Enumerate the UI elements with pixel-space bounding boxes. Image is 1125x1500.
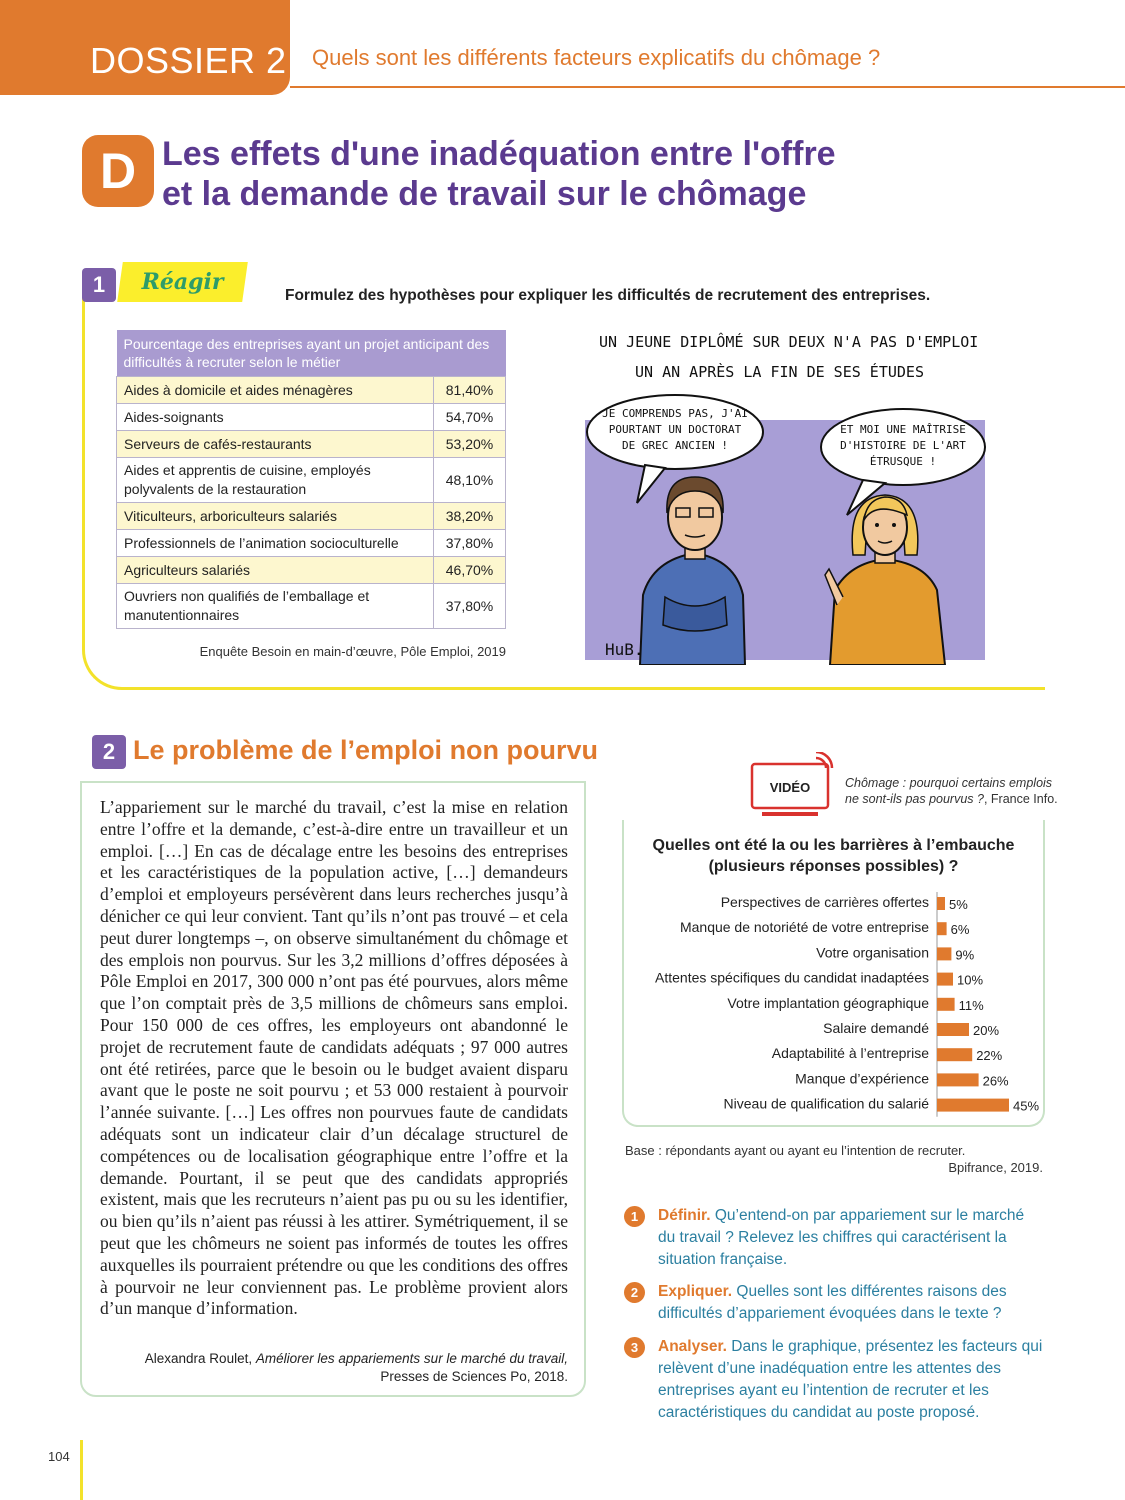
video-stand	[762, 812, 818, 816]
dossier-tab	[0, 0, 290, 95]
bar	[937, 973, 953, 986]
value-label: 9%	[955, 947, 975, 963]
chart-source: Bpifrance, 2019.	[948, 1160, 1043, 1175]
value-cell: 54,70%	[434, 404, 506, 431]
video-caption-line2: ne sont-ils pas pourvus ?	[845, 792, 984, 806]
video-caption-source: , France Info.	[983, 792, 1058, 806]
question-text: Qu’entend-on par appariement sur le marché du travail ? Relevez les chiffres qui caractérisent la situation française.	[658, 1207, 1025, 1268]
citation-author: Alexandra Roulet,	[144, 1351, 253, 1366]
bar	[937, 1048, 972, 1061]
question-keyword: Expliquer.	[658, 1283, 733, 1300]
bar	[937, 1099, 1009, 1112]
dossier-question: Quels sont les différents facteurs explicatifs du chômage ?	[312, 45, 881, 70]
table-row	[117, 557, 506, 584]
category-label: Salaire demandé	[823, 1020, 929, 1036]
cartoon-signature: HuB.	[605, 640, 644, 659]
table-source: Enquête Besoin en main-d’œuvre, Pôle Emploi, 2019	[199, 644, 506, 659]
question-number: 2	[624, 1282, 645, 1303]
page-margin-bar	[80, 1440, 83, 1500]
question-text: Quelles sont les différentes raisons des difficultés d’appariement évoquées dans le texte ?	[658, 1283, 1007, 1322]
question-number: 3	[624, 1337, 645, 1358]
doc2-number-badge: 2	[92, 735, 126, 769]
cartoon-caption-line1: UN JEUNE DIPLÔMÉ SUR DEUX N'A PAS D'EMPLOI	[599, 333, 979, 351]
category-label: Votre implantation géographique	[727, 994, 929, 1011]
value-cell: 37,80%	[434, 530, 506, 557]
cartoon-illustration	[585, 325, 1045, 665]
value-cell: 37,80%	[434, 584, 506, 629]
table-row	[117, 530, 506, 557]
question-2	[624, 1281, 1044, 1325]
table-row	[117, 404, 506, 431]
question-3	[624, 1336, 1044, 1424]
reagir-label: Réagir	[141, 269, 224, 295]
value-label: 11%	[958, 997, 984, 1013]
category-label: Perspectives de carrières offertes	[720, 894, 929, 910]
table-row	[117, 377, 506, 404]
citation-work: Améliorer les appariements sur le marché du travail,	[255, 1351, 568, 1366]
dossier-label: DOSSIER 2	[90, 40, 287, 81]
job-cell: Viticulteurs, arboriculteurs salariés	[117, 503, 434, 530]
bubble-left-line3: DE GREC ANCIEN !	[622, 439, 728, 452]
table-row	[117, 458, 506, 503]
category-label: Attentes spécifiques du candidat inadaptées	[655, 969, 929, 986]
doc2-title: Le problème de l’emploi non pourvu	[133, 735, 599, 765]
video-caption-line1: Chômage : pourquoi certains emplois	[845, 776, 1053, 790]
chart-title	[622, 835, 1045, 877]
video-caption[interactable]	[845, 775, 1058, 807]
chart-title-line2: (plusieurs réponses possibles) ?	[708, 858, 959, 875]
bubble-left-line2: POURTANT UN DOCTORAT	[608, 423, 742, 436]
question-keyword: Définir.	[658, 1207, 711, 1224]
job-cell: Professionnels de l’animation socioculturelle	[117, 530, 434, 557]
doc1-instruction: Formulez des hypothèses pour expliquer les difficultés de recrutement des entreprises.	[285, 287, 931, 304]
bar	[937, 998, 955, 1011]
job-cell: Serveurs de cafés-restaurants	[117, 431, 434, 458]
question-keyword: Analyser.	[658, 1338, 727, 1355]
section-title	[162, 134, 836, 214]
value-label: 10%	[957, 972, 984, 988]
video-label: VIDÉO	[769, 780, 811, 795]
category-label: Niveau de qualification du salarié	[723, 1095, 929, 1112]
bar	[937, 1073, 979, 1086]
value-label: 26%	[982, 1073, 1009, 1089]
job-cell: Agriculteurs salariés	[117, 557, 434, 584]
job-cell: Aides et apprentis de cuisine, employés polyvalents de la restauration	[117, 458, 434, 503]
chart-base-note: Base : répondants ayant ou ayant eu l’intention de recruter.	[625, 1143, 966, 1158]
question-text: Dans le graphique, présentez les facteurs qui relèvent d’une inadéquation entre les attentes des entreprises ayant eu l’intention de recruter et les caractéristiques du candidat au poste proposé.	[658, 1338, 1043, 1421]
doc1-number-badge: 1	[82, 268, 116, 302]
bar	[937, 947, 951, 960]
bubble-right-line1: ET MOI UNE MAÎTRISE	[840, 423, 966, 436]
bar	[937, 1023, 969, 1036]
job-cell: Ouvriers non qualifiés de l’emballage et manutentionnaires	[117, 584, 434, 629]
recruitment-difficulty-table	[116, 330, 506, 629]
table-header: Pourcentage des entreprises ayant un projet anticipant des difficultés à recruter selon le métier	[117, 330, 506, 377]
bubble-right-line2: D'HISTOIRE DE L'ART	[840, 439, 966, 452]
bubble-left-line1: JE COMPRENDS PAS, J'AI	[602, 407, 748, 420]
value-cell: 38,20%	[434, 503, 506, 530]
value-cell: 46,70%	[434, 557, 506, 584]
doc2-body-text: L’appariement sur le marché du travail, c’est la mise en relation entre l’offre et la demande, c’est-à-dire entre un travailleur et un emploi. […] En cas de décalage entre les besoins des entreprises et les caractéristiques de la population active, […] demandeurs d’emploi et employeurs persévèrent dans leurs recherches jusqu’à dénicher ce qui leur convient. Tant qu’ils n’ont pas trouvé – et cela peut durer longtemps –, on observe simultanément du chômage et des emplois non pourvus. Sur les 3,2 millions d’offres déposées à Pôle Emploi en 2017, 300 000 n’ont pas été pourvues, alors même que l’on comptait près de 3,5 millions de chômeurs sans emploi. Pour 150 000 de ces offres, les employeurs ont abandonné le projet de recrutement faute de candidats adéquats ; 97 000 autres ont été retirées, parce que le besoin ou le budget avaient disparu avant que le poste ne soit pourvu ; et 53 000 restaient à pourvoir l’année suivante. […] Les offres non pourvues faute de candidats adéquats sont un indicateur clair d’un décalage structurel de compétences ou de localisation géographique entre l’offre et la demande. Pourtant, il se peut que des candidats appropriés existent, mais que les recruteurs n’aient pas pu ou su les identifier, ou bien qu’ils n’aient pas réussi à les attirer. Symétriquement, il se peut que les chômeurs ne soient pas informés de toutes les offres auxquelles ils pourraient prétendre ou que les conditions des offres à pourvoir ne leur conviennent pas. Le problème provient alors d’un manque d’information.	[100, 797, 568, 1319]
value-label: 5%	[949, 897, 968, 912]
category-label: Votre organisation	[816, 944, 929, 961]
citation-publisher: Presses de Sciences Po, 2018.	[380, 1369, 568, 1384]
section-title-line1: Les effets d'une inadéquation entre l'offre	[162, 135, 836, 173]
category-label: Manque d’expérience	[795, 1070, 929, 1087]
video-link-icon[interactable]	[750, 752, 840, 822]
value-cell: 81,40%	[434, 377, 506, 404]
question-1	[624, 1205, 1044, 1271]
bar	[937, 922, 947, 935]
doc2-citation	[100, 1350, 568, 1386]
chart-title-line1: Quelles ont été la ou les barrières à l’embauche	[652, 837, 1015, 854]
value-label: 45%	[1013, 1098, 1040, 1114]
value-label: 20%	[973, 1023, 1000, 1038]
value-cell: 53,20%	[434, 431, 506, 458]
hiring-barriers-chart	[622, 886, 1045, 1121]
section-title-line2: et la demande de travail sur le chômage	[162, 175, 807, 213]
category-label: Adaptabilité à l’entreprise	[771, 1045, 929, 1062]
table-row	[117, 584, 506, 629]
question-number: 1	[624, 1206, 645, 1227]
cartoon-caption-line2: UN AN APRÈS LA FIN DE SES ÉTUDES	[635, 363, 924, 381]
value-label: 22%	[976, 1048, 1003, 1064]
table-row	[117, 431, 506, 458]
bar	[937, 897, 945, 910]
job-cell: Aides à domicile et aides ménagères	[117, 377, 434, 404]
header-rule	[290, 86, 1125, 88]
bubble-right-line3: ÉTRUSQUE !	[869, 455, 937, 468]
section-letter-badge: D	[82, 135, 154, 207]
category-label: Manque de notoriété de votre entreprise	[679, 919, 929, 936]
value-label: 6%	[950, 922, 970, 938]
table-row	[117, 503, 506, 530]
value-cell: 48,10%	[434, 458, 506, 503]
page-number: 104	[48, 1449, 70, 1464]
reagir-tag	[117, 262, 248, 302]
job-cell: Aides-soignants	[117, 404, 434, 431]
